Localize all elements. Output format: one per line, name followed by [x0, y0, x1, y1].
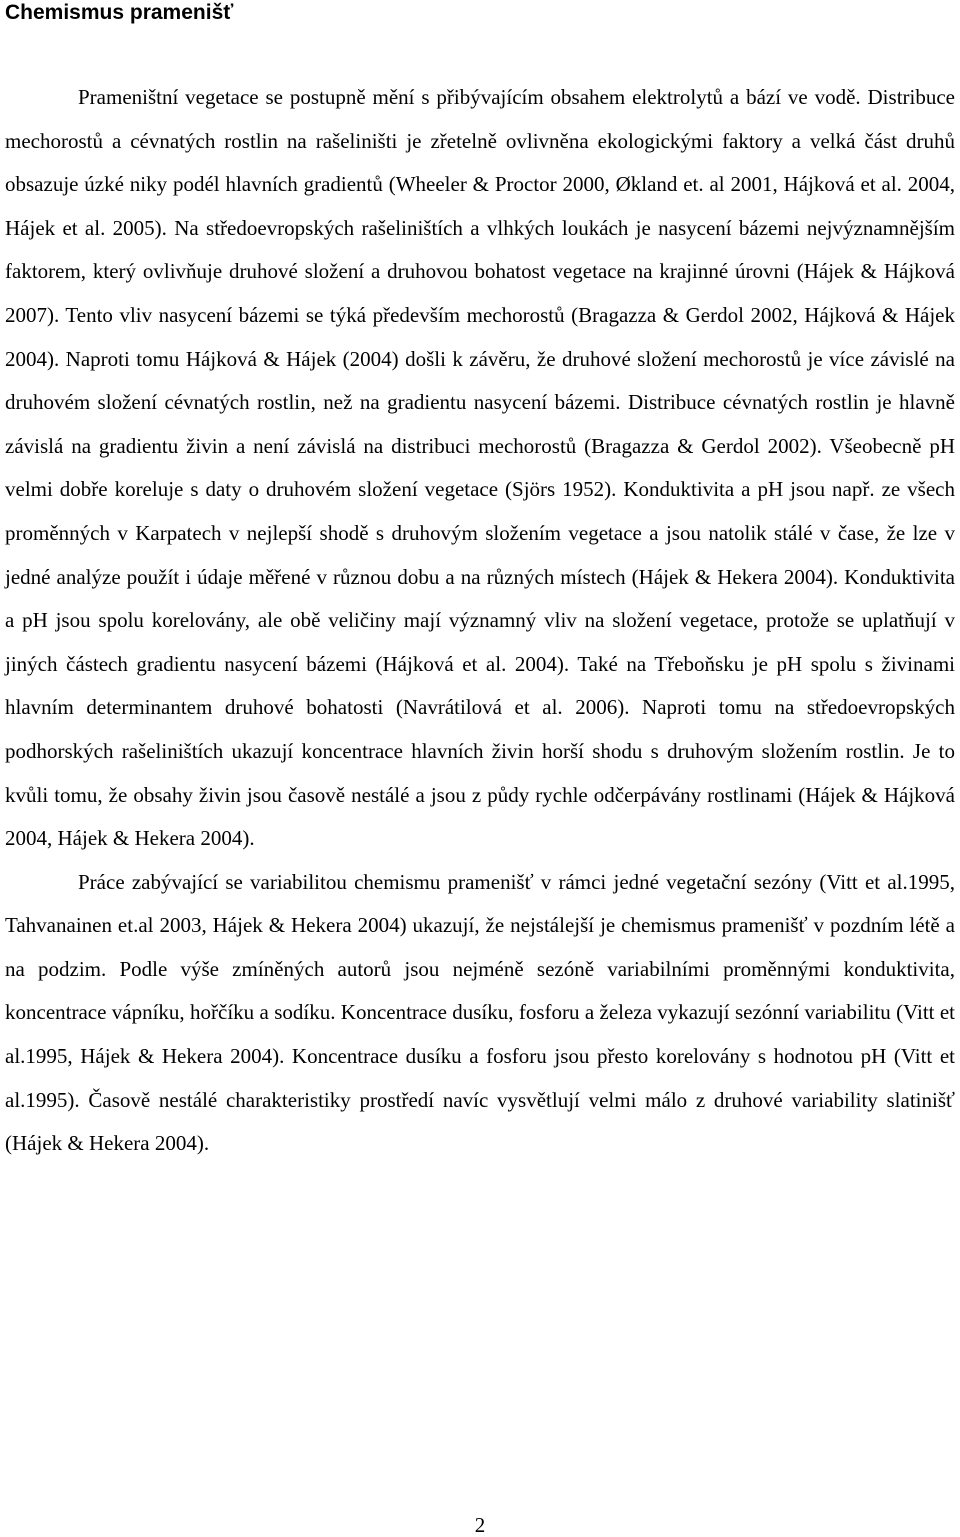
section-heading: Chemismus pramenišť	[5, 1, 234, 24]
document-page	[5, 0, 955, 1166]
page-number: 2	[474, 1513, 486, 1537]
body-paragraph-2: Práce zabývající se variabilitou chemismu pramenišť v rámci jedné vegetační sezóny (Vitt et al.1995, Tahvanainen et.al 2003, Hájek & Hekera 2004) ukazují, že nejstálejší je chemismus pramenišť v pozdním létě a na podzim. Podle výše zmíněných autorů jsou nejméně sezóně variabilními proměnnými konduktivita, koncentrace vápníku, hořčíku a sodíku. Koncentrace dusíku, fosforu a železa vykazují sezónní variabilitu (Vitt et al.1995, Hájek & Hekera 2004). Koncentrace dusíku a fosforu jsou přesto korelovány s hodnotou pH (Vitt et al.1995). Časově nestálé charakteristiky prostředí navíc vysvětlují velmi málo z druhové variability slatinišť (Hájek & Hekera 2004).	[5, 869, 955, 1156]
body-paragraph-1: Prameništní vegetace se postupně mění s přibývajícím obsahem elektrolytů a bází ve vodě. Distribuce mechorostů a cévnatých rostlin na rašeliništi je zřetelně ovlivněna ekologickými faktory a velká část druhů obsazuje úzké niky podél hlavních gradientů (Wheeler & Proctor 2000, Økland et. al 2001, Hájková et al. 2004, Hájek et al. 2005). Na středoevropských rašeliništích a vlhkých loukách je nasycení bázemi nejvýznamnějším faktorem, který ovlivňuje druhové složení a druhovou bohatost vegetace na krajinné úrovni (Hájek & Hájková 2007). Tento vliv nasycení bázemi se týká především mechorostů (Bragazza & Gerdol 2002, Hájková & Hájek 2004). Naproti tomu Hájková & Hájek (2004) došli k závěru, že druhové složení mechorostů je více závislé na druhovém složení cévnatých rostlin, než na gradientu nasycení bázemi. Distribuce cévnatých rostlin je hlavně závislá na gradientu živin a není závislá na distribuci mechorostů (Bragazza & Gerdol 2002). Všeobecně pH velmi dobře koreluje s daty o druhovém složení vegetace (Sjörs 1952). Konduktivita a pH jsou např. ze všech proměnných v Karpatech v nejlepší shodě s druhovým složením vegetace a jsou natolik stálé v čase, že lze v jedné analýze použít i údaje měřené v různou dobu a na různých místech (Hájek & Hekera 2004). Konduktivita a pH jsou spolu korelovány, ale obě veličiny mají významný vliv na složení vegetace, protože se uplatňují v jiných částech gradientu nasycení bázemi (Hájková et al. 2004). Také na Třeboňsku je pH spolu s živinami hlavním determinantem druhové bohatosti (Navrátilová et al. 2006). Naproti tomu na středoevropských podhorských rašeliništích ukazují koncentrace hlavních živin horší shodu s druhovým složením rostlin. Je to kvůli tomu, že obsahy živin jsou časově nestálé a jsou z půdy rychle odčerpávány rostlinami (Hájek & Hájková 2004, Hájek & Hekera 2004).	[5, 85, 955, 851]
